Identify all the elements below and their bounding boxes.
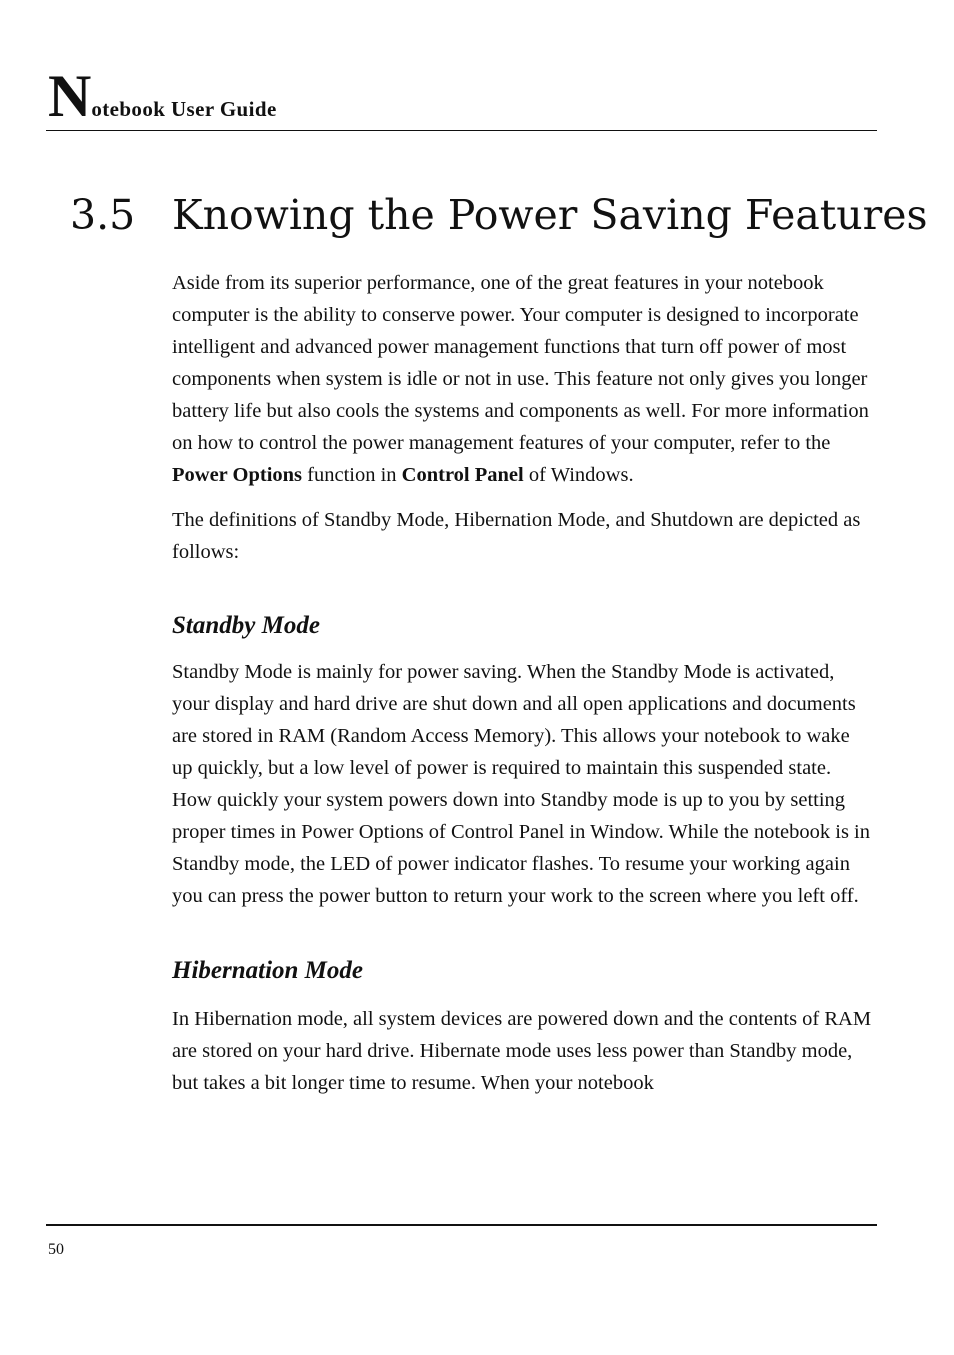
hibernation-paragraph: In Hibernation mode, all system devices are powered down and the contents of RAM are stored on your hard drive. Hibernate mode uses less power than Standby mode, but takes a bit longer time to resume. When your notebook bbox=[172, 1008, 872, 1094]
section-heading bbox=[70, 188, 928, 242]
intro-text-1: Aside from its superior performance, one of the great features in your notebook computer is the ability to conserve power. Your computer is designed to incorporate intelligent and advanced power management functions that turn off power of most components when system is idle or not in use. This feature not only gives you longer battery life but also cools the systems and components as well. For more information on how to control the power management features of your computer, refer to the bbox=[172, 272, 869, 454]
header-drop-initial: N bbox=[48, 63, 92, 129]
hibernation-heading: Hibernation Mode bbox=[172, 957, 363, 984]
control-panel-term: Control Panel bbox=[401, 464, 524, 486]
standby-heading: Standby Mode bbox=[172, 612, 320, 639]
page-number: 50 bbox=[48, 1241, 64, 1258]
intro-text-3: of Windows. bbox=[523, 464, 634, 486]
running-header bbox=[48, 63, 277, 129]
standby-paragraph: Standby Mode is mainly for power saving. When the Standby Mode is activated, your display and hard drive are shut down and all open applications and documents are stored in RAM (Random Access Memory). This allows your notebook to wake up quickly, but a low level of power is required to maintain this suspended state. How quickly your system powers down into Standby mode is up to you by setting proper times in Power Options of Control Panel in Window. While the notebook is in Standby mode, the LED of power indicator flashes. To resume your working again you can press the power button to return your work to the screen where you left off. bbox=[172, 661, 871, 907]
definitions-paragraph: The definitions of Standby Mode, Hibernation Mode, and Shutdown are depicted as follows: bbox=[172, 509, 861, 563]
header-rule bbox=[46, 130, 877, 131]
intro-text-2: function in bbox=[302, 464, 402, 486]
intro-paragraph bbox=[172, 267, 874, 491]
power-options-term: Power Options bbox=[172, 464, 303, 486]
section-number: 3.5 bbox=[70, 191, 136, 239]
footer-rule bbox=[46, 1224, 877, 1226]
section-title: Knowing the Power Saving Features bbox=[172, 191, 928, 239]
header-title: otebook User Guide bbox=[91, 97, 277, 121]
page-body bbox=[172, 267, 874, 1099]
